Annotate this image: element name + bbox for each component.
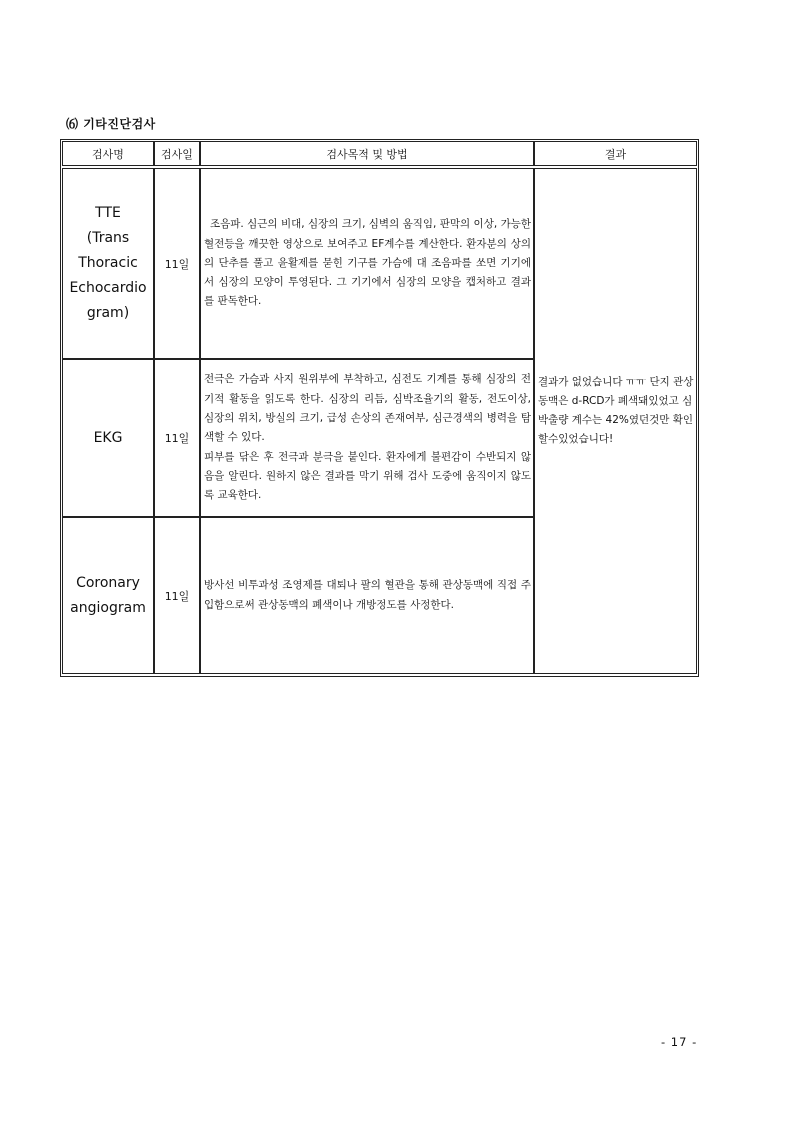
page-number: - 17 - — [661, 1035, 698, 1049]
section-title: 기타진단검사 — [83, 117, 156, 131]
test-date: 11일 — [154, 359, 200, 517]
section-number: ⑹ — [66, 117, 79, 131]
test-date: 11일 — [154, 517, 200, 674]
header-purpose-method: 검사목적 및 방법 — [200, 141, 534, 166]
table-header-row — [62, 141, 697, 166]
section-heading — [66, 115, 156, 132]
header-test-name: 검사명 — [62, 141, 154, 166]
diagnostic-tests-table — [62, 141, 697, 674]
test-description: 전극은 가슴과 사지 원위부에 부착하고, 심전도 기계를 통해 심장의 전기적 활동을 읽도록 한다. 심장의 리듬, 심박조율기의 활동, 전도이상, 심장의 위치, 방실의 크기, 급성 손상의 존재여부, 심근경색의 병력을 탐색할 수 있다. 피부를 닦은 후 전극과 분극을 붙인다. 환자에게 불편감이 수반되지 않음을 알린다. 원하지 않은 결과를 막기 위해 검사 도중에 움직이지 않도록 교육한다. — [200, 359, 534, 517]
test-description: 조음파. 심근의 비대, 심장의 크기, 심벽의 움직임, 판막의 이상, 가능한 혈전등을 깨끗한 영상으로 보여주고 EF계수를 계산한다. 환자분의 상의의 단추를 풀고 윤활제를 묻힌 기구를 가슴에 대 조음파를 쏘면 기기에서 심장의 모양이 투영된다. 그 기기에서 심장의 모양을 캡처하고 결과를 판독한다. — [200, 168, 534, 359]
test-description: 방사선 비투과성 조영제를 대퇴나 팔의 혈관을 통해 관상동맥에 직접 주입함으로써 관상동맥의 폐색이나 개방정도를 사정한다. — [200, 517, 534, 674]
header-test-date: 검사일 — [154, 141, 200, 166]
test-name-coronary: Coronary angiogram — [62, 517, 154, 674]
test-name-ekg: EKG — [62, 359, 154, 517]
result-text: 결과가 없었습니다 ㅠㅠ 단지 관상동맥은 d-RCD가 폐색돼있었고 심박출량 계수는 42%였던것만 확인할수있었습니다! — [538, 376, 694, 445]
result-cell — [534, 168, 697, 674]
table-row — [62, 168, 697, 359]
test-date: 11일 — [154, 168, 200, 359]
header-result: 결과 — [534, 141, 697, 166]
test-name-tte: TTE (Trans Thoracic Echocardio gram) — [62, 168, 154, 359]
